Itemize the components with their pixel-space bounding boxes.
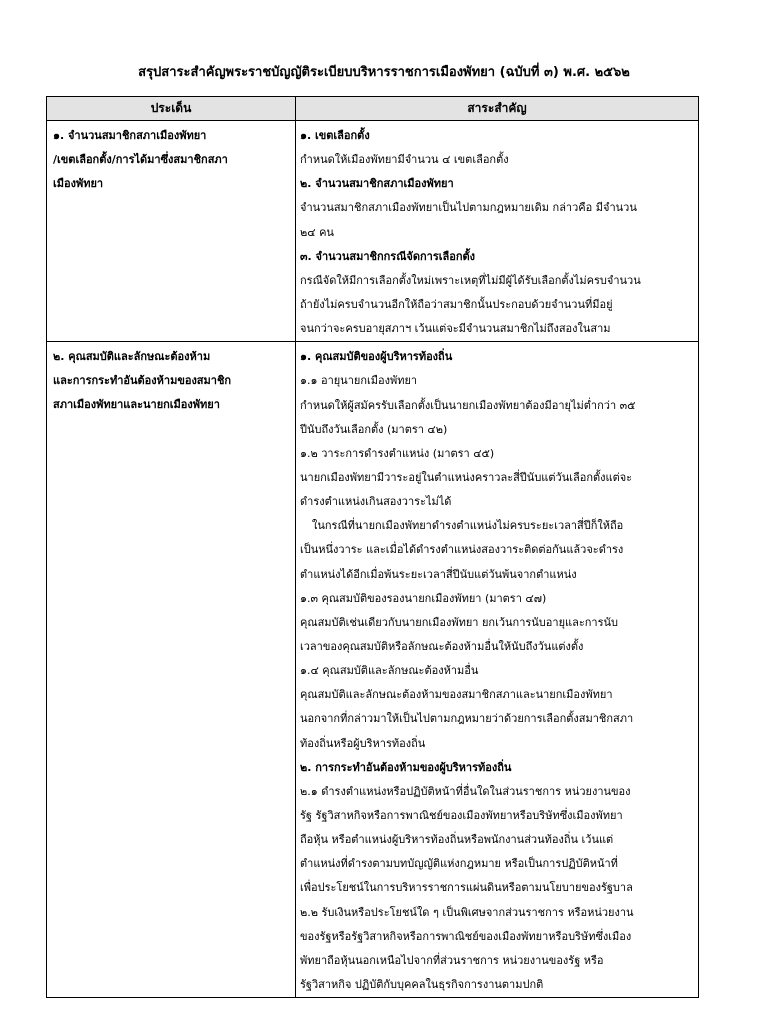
essence-text-line: ๒๔ คน (300, 225, 334, 239)
essence-text-line: รัฐวิสาหกิจ ปฏิบัติกับบุคคลในธุรกิจการงานตามปกติ (300, 977, 544, 991)
essence-text-line: กำหนดให้เมืองพัทยามีจำนวน ๔ เขตเลือกตั้ง (300, 153, 509, 167)
essence-text-line: เพื่อประโยชน์ในการบริหารราชการแผ่นดินหรือตามนโยบายของรัฐบาล (300, 881, 633, 895)
summary-table (46, 96, 699, 998)
table-header-row (47, 97, 699, 121)
topic-line: สภาเมืองพัทยาและนายกเมืองพัทยา (53, 398, 220, 412)
essence-text-line: คุณสมบัติเช่นเดียวกับนายกเมืองพัทยา ยกเว้นการนับอายุและการนับ (300, 615, 619, 629)
section-heading: ๒. การกระทำอันต้องห้ามของผู้บริหารท้องถิ่น (300, 760, 512, 774)
section-heading: ๑. คุณสมบัติของผู้บริหารท้องถิ่น (300, 350, 453, 364)
essence-text-line: เป็นหนึ่งวาระ และเมื่อได้ดำรงตำแหน่งสองวาระติดต่อกันแล้วจะดำรง (300, 543, 624, 557)
section-heading: ๑. เขตเลือกตั้ง (300, 129, 370, 142)
subsection-heading: ๒.๑ ดำรงตำแหน่งหรือปฏิบัติหน้าที่อื่นใดในส่วนราชการ หน่วยงานของ (300, 784, 631, 798)
subsection-heading: ๑.๒ วาระการดำรงตำแหน่ง (มาตรา ๔๕) (300, 446, 495, 460)
essence-text-line: จนกว่าจะครบอายุสภาฯ เว้นแต่จะมีจำนวนสมาชิกไม่ถึงสองในสาม (300, 322, 611, 336)
essence-text-line: คุณสมบัติและลักษณะต้องห้ามของสมาชิกสภาและนายกเมืองพัทยา (300, 688, 613, 702)
essence-text-line: ปีนับถึงวันเลือกตั้ง (มาตรา ๔๒) (300, 422, 448, 436)
essence-text-line: ดำรงตำแหน่งเกินสองวาระไม่ได้ (300, 495, 452, 509)
topic-line: ๒. คุณสมบัติและลักษณะต้องห้าม (53, 350, 211, 364)
subsection-heading: ๑.๑ อายุนายกเมืองพัทยา (300, 374, 418, 388)
topic-line: /เขตเลือกตั้ง/การได้มาซึ่งสมาชิกสภา (53, 153, 228, 166)
essence-text-line: กรณีจัดให้มีการเลือกตั้งใหม่เพราะเหตุที่ไม่มีผู้ได้รับเลือกตั้งไม่ครบจำนวน (300, 273, 641, 287)
essence-text-line: ท้องถิ่นหรือผู้บริหารท้องถิ่น (300, 736, 426, 750)
topic-cell (47, 342, 296, 998)
section-heading: ๒. จำนวนสมาชิกสภาเมืองพัทยา (300, 177, 454, 191)
essence-text-line: นอกจากที่กล่าวมาให้เป็นไปตามกฎหมายว่าด้วยการเลือกตั้งสมาชิกสภา (300, 712, 634, 726)
essence-text-line: ถือหุ้น หรือตำแหน่งผู้บริหารท้องถิ่นหรือพนักงานส่วนท้องถิ่น เว้นแต่ (300, 833, 614, 847)
essence-text-line: ในกรณีที่นายกเมืองพัทยาดำรงตำแหน่งไม่ครบระยะเวลาสี่ปีก็ให้ถือ (312, 519, 624, 533)
essence-text-line: ตำแหน่งได้อีกเมื่อพ้นระยะเวลาสี่ปีนับแต่วันพ้นจากตำแหน่ง (300, 567, 577, 581)
table-row (47, 121, 699, 342)
topic-line: ๑. จำนวนสมาชิกสภาเมืองพัทยา (53, 129, 207, 142)
subsection-heading: ๑.๓ คุณสมบัติของรองนายกเมืองพัทยา (มาตรา ๔๗) (300, 591, 547, 605)
topic-line: และการกระทำอันต้องห้ามของสมาชิก (53, 374, 232, 388)
essence-text-line: นายกเมืองพัทยามีวาระอยู่ในตำแหน่งคราวละสี่ปีนับแต่วันเลือกตั้งแต่จะ (300, 470, 633, 484)
page-title: สรุปสาระสำคัญพระราชบัญญัติระเบียบบริหารราชการเมืองพัทยา (ฉบับที่ ๓) พ.ศ. ๒๕๖๒ (138, 65, 630, 80)
column-header-essence: สาระสำคัญ (296, 97, 699, 121)
topic-cell (47, 121, 296, 342)
table-row (47, 342, 699, 998)
essence-cell (296, 342, 699, 998)
topic-line: เมืองพัทยา (53, 177, 104, 190)
essence-text-line: ของรัฐหรือรัฐวิสาหกิจหรือการพาณิชย์ของเมืองพัทยาหรือบริษัทซึ่งเมือง (300, 929, 632, 943)
section-heading: ๓. จำนวนสมาชิกกรณีจัดการเลือกตั้ง (300, 249, 476, 263)
essence-text-line: เวลาของคุณสมบัติหรือลักษณะต้องห้ามอื่นให้นับถึงวันแต่งตั้ง (300, 639, 584, 653)
essence-text-line: จำนวนสมาชิกสภาเมืองพัทยาเป็นไปตามกฎหมายเดิม กล่าวคือ มีจำนวน (300, 201, 637, 215)
essence-text-line: รัฐ รัฐวิสาหกิจหรือการพาณิชย์ของเมืองพัทยาหรือบริษัทซึ่งเมืองพัทยา (300, 808, 623, 822)
essence-text-line: ถ้ายังไม่ครบจำนวนอีกให้ถือว่าสมาชิกนั้นประกอบด้วยจำนวนที่มีอยู่ (300, 297, 613, 311)
column-header-topic: ประเด็น (47, 97, 296, 121)
essence-text-line: กำหนดให้ผู้สมัครรับเลือกตั้งเป็นนายกเมืองพัทยาต้องมีอายุไม่ต่ำกว่า ๓๕ (300, 398, 636, 412)
essence-cell (296, 121, 699, 342)
essence-text-line: ตำแหน่งที่ดำรงตามบทบัญญัติแห่งกฎหมาย หรือเป็นการปฏิบัติหน้าที่ (300, 857, 618, 871)
subsection-heading: ๒.๒ รับเงินหรือประโยชน์ใด ๆ เป็นพิเศษจากส่วนราชการ หรือหน่วยงาน (300, 905, 634, 919)
subsection-heading: ๑.๔ คุณสมบัติและลักษณะต้องห้ามอื่น (300, 664, 479, 678)
essence-text-line: พัทยาถือหุ้นนอกเหนือไปจากที่ส่วนราชการ หน่วยงานของรัฐ หรือ (300, 953, 604, 967)
